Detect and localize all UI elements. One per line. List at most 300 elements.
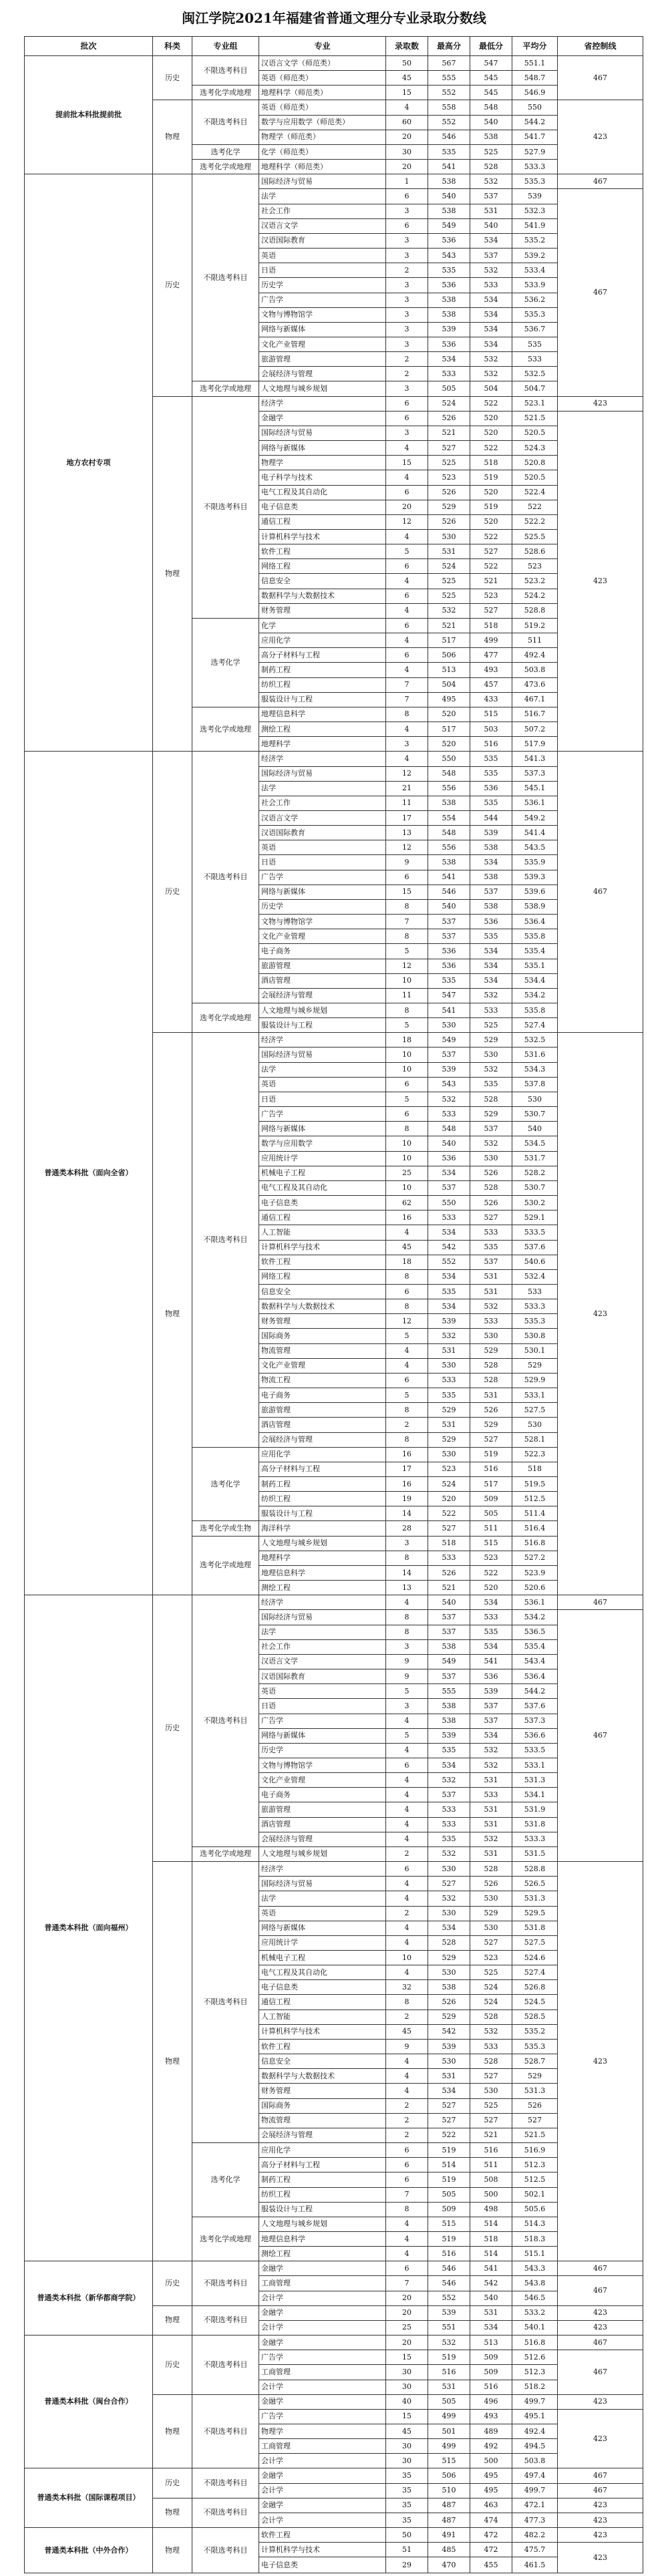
- cell-max-score: 530: [428, 1358, 470, 1373]
- cell-avg-score: 543.5: [512, 840, 558, 855]
- cell-min-score: 531: [470, 2305, 512, 2320]
- cell-min-score: 522: [470, 530, 512, 544]
- cell-major: 汉语言文学: [259, 218, 386, 233]
- cell-avg-score: 535.1: [512, 959, 558, 973]
- cell-major: 文化产业管理: [259, 929, 386, 944]
- cell-major: 汉语言文学: [259, 810, 386, 825]
- cell-min-score: 534: [470, 973, 512, 988]
- cell-avg-score: 537.8: [512, 1077, 558, 1092]
- cell-avg-score: 541.4: [512, 826, 558, 840]
- cell-major: 文物与博物馆学: [259, 915, 386, 929]
- cell-avg-score: 517.9: [512, 737, 558, 752]
- cell-max-score: 499: [428, 2439, 470, 2454]
- cell-max-score: 523: [428, 470, 470, 485]
- cell-admitted: 5: [386, 544, 428, 559]
- table-row: [25, 1595, 643, 1610]
- cell-max-score: 538: [428, 1699, 470, 1714]
- cell-admitted: 3: [386, 426, 428, 440]
- cell-min-score: 528: [470, 2009, 512, 2024]
- cell-avg-score: 536.2: [512, 293, 558, 307]
- cell-major: 人文地理与城乡规划: [259, 2217, 386, 2231]
- cell-avg-score: 530.7: [512, 1107, 558, 1122]
- cell-admitted: 6: [386, 396, 428, 411]
- cell-control-line: 423: [558, 100, 643, 174]
- cell-major: 会计学: [259, 2483, 386, 2498]
- cell-max-score: 534: [428, 1269, 470, 1284]
- cell-batch: 普通类本科批（新华都商学院）: [25, 2261, 153, 2336]
- cell-max-score: 534: [428, 1758, 470, 1772]
- cell-max-score: 531: [428, 1343, 470, 1358]
- cell-major-group: 选考化学: [192, 144, 259, 159]
- cell-major: 法学: [259, 1891, 386, 1906]
- cell-max-score: 542: [428, 1240, 470, 1255]
- cell-major: 软件工程: [259, 544, 386, 559]
- cell-avg-score: 530: [512, 1418, 558, 1432]
- cell-max-score: 516: [428, 2247, 470, 2261]
- cell-major: 高分子材料与工程: [259, 1462, 386, 1476]
- cell-avg-score: 530: [512, 1092, 558, 1106]
- cell-max-score: 534: [428, 2084, 470, 2098]
- cell-min-score: 537: [470, 1699, 512, 1714]
- cell-max-score: 548: [428, 1122, 470, 1136]
- cell-avg-score: 512.5: [512, 1492, 558, 1506]
- cell-max-score: 548: [428, 826, 470, 840]
- cell-major: 日语: [259, 855, 386, 870]
- cell-major-group: 选考化学: [192, 1447, 259, 1521]
- cell-admitted: 6: [386, 1758, 428, 1772]
- cell-max-score: 556: [428, 781, 470, 796]
- cell-admitted: 10: [386, 973, 428, 988]
- cell-max-score: 538: [428, 1714, 470, 1728]
- cell-admitted: 3: [386, 737, 428, 752]
- cell-admitted: 6: [386, 2261, 428, 2276]
- cell-min-score: 528: [470, 1358, 512, 1373]
- cell-control-line: 423: [558, 2543, 643, 2573]
- cell-avg-score: 536.7: [512, 322, 558, 337]
- cell-avg-score: 537.3: [512, 766, 558, 781]
- cell-avg-score: 535.8: [512, 1003, 558, 1018]
- cell-admitted: 9: [386, 1654, 428, 1669]
- cell-major: 信息安全: [259, 1284, 386, 1299]
- cell-batch: 提前批本科批提前批: [25, 56, 153, 174]
- cell-min-score: 542: [470, 2276, 512, 2291]
- cell-max-score: 542: [428, 2024, 470, 2039]
- cell-min-score: 516: [470, 2380, 512, 2394]
- cell-major-group: 不限选考科目: [192, 2305, 259, 2335]
- cell-min-score: 520: [470, 1581, 512, 1595]
- cell-batch: 地方农村专项: [25, 174, 153, 752]
- cell-admitted: 7: [386, 915, 428, 929]
- cell-admitted: 5: [386, 1092, 428, 1106]
- cell-major: 应用化学: [259, 2143, 386, 2158]
- cell-min-score: 527: [470, 2113, 512, 2128]
- cell-max-score: 538: [428, 204, 470, 218]
- cell-admitted: 6: [386, 1862, 428, 1877]
- cell-admitted: 18: [386, 1255, 428, 1269]
- cell-max-score: 530: [428, 1018, 470, 1033]
- cell-min-score: 537: [470, 1255, 512, 1269]
- cell-admitted: 4: [386, 1714, 428, 1728]
- cell-avg-score: 536.5: [512, 1625, 558, 1639]
- cell-admitted: 4: [386, 2054, 428, 2069]
- cell-admitted: 7: [386, 2276, 428, 2291]
- cell-max-score: 531: [428, 1418, 470, 1432]
- cell-admitted: 45: [386, 1240, 428, 1255]
- cell-min-score: 514: [470, 2247, 512, 2261]
- cell-avg-score: 535.3: [512, 174, 558, 189]
- cell-avg-score: 502.1: [512, 2187, 558, 2202]
- cell-max-score: 531: [428, 2069, 470, 2084]
- cell-avg-score: 528.8: [512, 1862, 558, 1877]
- cell-major: 国际商务: [259, 1329, 386, 1343]
- cell-avg-score: 546.5: [512, 2291, 558, 2305]
- cell-min-score: 525: [470, 1018, 512, 1033]
- cell-min-score: 522: [470, 441, 512, 456]
- cell-max-score: 499: [428, 2409, 470, 2424]
- cell-max-score: 549: [428, 1654, 470, 1669]
- cell-major: 工商管理: [259, 2276, 386, 2291]
- cell-avg-score: 467.1: [512, 692, 558, 707]
- cell-admitted: 4: [386, 1743, 428, 1758]
- cell-min-score: 521: [470, 2128, 512, 2142]
- cell-avg-score: 531.3: [512, 2084, 558, 2098]
- cell-max-score: 546: [428, 2261, 470, 2276]
- cell-admitted: 4: [386, 2217, 428, 2231]
- cell-min-score: 535: [470, 796, 512, 810]
- cell-min-score: 520: [470, 426, 512, 440]
- cell-min-score: 500: [470, 2187, 512, 2202]
- cell-control-line: 423: [558, 2513, 643, 2527]
- cell-min-score: 532: [470, 367, 512, 381]
- cell-batch: 普通类本科批（面向全省）: [25, 752, 153, 1595]
- cell-major: 旅游管理: [259, 352, 386, 367]
- cell-avg-score: 522.4: [512, 485, 558, 500]
- cell-avg-score: 524.6: [512, 1951, 558, 1965]
- cell-avg-score: 533.5: [512, 1743, 558, 1758]
- cell-control-line: 467: [558, 1610, 643, 1862]
- cell-max-score: 534: [428, 352, 470, 367]
- cell-admitted: 6: [386, 870, 428, 884]
- cell-admitted: 4: [386, 470, 428, 485]
- cell-major: 英语: [259, 1684, 386, 1699]
- cell-min-score: 509: [470, 2365, 512, 2380]
- cell-admitted: 10: [386, 1151, 428, 1166]
- cell-major: 地理科学（师范类）: [259, 160, 386, 174]
- cell-major: 数学与应用数学（师范类）: [259, 115, 386, 130]
- cell-min-score: 532: [470, 352, 512, 367]
- cell-admitted: 10: [386, 1136, 428, 1151]
- cell-major-group: 不限选考科目: [192, 2468, 259, 2498]
- cell-avg-score: 516.4: [512, 1521, 558, 1536]
- cell-admitted: 4: [386, 1891, 428, 1906]
- cell-admitted: 4: [386, 1802, 428, 1817]
- cell-max-score: 541: [428, 160, 470, 174]
- cell-max-score: 537: [428, 929, 470, 944]
- cell-admitted: 3: [386, 337, 428, 351]
- cell-min-score: 532: [470, 1832, 512, 1846]
- cell-admitted: 12: [386, 840, 428, 855]
- cell-avg-score: 533: [512, 1284, 558, 1299]
- cell-admitted: 8: [386, 929, 428, 944]
- cell-admitted: 6: [386, 618, 428, 633]
- cell-min-score: 533: [470, 1610, 512, 1625]
- cell-avg-score: 516.7: [512, 707, 558, 721]
- cell-major-group: 选考化学或地理: [192, 1003, 259, 1033]
- cell-control-line: 467: [558, 189, 643, 396]
- cell-admitted: 11: [386, 988, 428, 1003]
- cell-min-score: 498: [470, 2202, 512, 2217]
- cell-major: 电子商务: [259, 1388, 386, 1403]
- cell-admitted: 6: [386, 2143, 428, 2158]
- cell-avg-score: 520.5: [512, 470, 558, 485]
- cell-major-group: 不限选考科目: [192, 1033, 259, 1447]
- cell-category: 历史: [153, 56, 192, 100]
- cell-category: 历史: [153, 174, 192, 396]
- cell-max-score: 543: [428, 1077, 470, 1092]
- cell-min-score: 534: [470, 322, 512, 337]
- cell-major: 金融学: [259, 411, 386, 426]
- cell-avg-score: 533: [512, 352, 558, 367]
- cell-admitted: 4: [386, 2069, 428, 2084]
- cell-min-score: 504: [470, 381, 512, 396]
- cell-max-score: 538: [428, 293, 470, 307]
- cell-max-score: 555: [428, 1684, 470, 1699]
- cell-min-score: 534: [470, 307, 512, 322]
- cell-min-score: 531: [470, 1802, 512, 1817]
- cell-avg-score: 543.8: [512, 2276, 558, 2291]
- cell-max-score: 535: [428, 1832, 470, 1846]
- cell-max-score: 515: [428, 2217, 470, 2231]
- cell-min-score: 534: [470, 233, 512, 248]
- cell-avg-score: 527.5: [512, 1403, 558, 1418]
- cell-min-score: 535: [470, 766, 512, 781]
- cell-min-score: 493: [470, 2409, 512, 2424]
- cell-major: 历史学: [259, 1743, 386, 1758]
- cell-major: 文化产业管理: [259, 337, 386, 351]
- cell-major: 会展经济与管理: [259, 1432, 386, 1447]
- cell-category: 物理: [153, 100, 192, 174]
- cell-max-score: 540: [428, 899, 470, 914]
- cell-min-score: 509: [470, 2350, 512, 2365]
- cell-max-score: 552: [428, 86, 470, 100]
- cell-major: 社会工作: [259, 796, 386, 810]
- cell-major: 网络工程: [259, 559, 386, 574]
- cell-min-score: 534: [470, 2320, 512, 2335]
- cell-min-score: 499: [470, 633, 512, 648]
- cell-min-score: 518: [470, 618, 512, 633]
- cell-admitted: 13: [386, 1581, 428, 1595]
- cell-major: 信息安全: [259, 574, 386, 589]
- cell-min-score: 531: [470, 1846, 512, 1861]
- cell-major: 经济学: [259, 396, 386, 411]
- cell-major: 高分子材料与工程: [259, 648, 386, 663]
- cell-min-score: 535: [470, 752, 512, 766]
- cell-major: 经济学: [259, 1862, 386, 1877]
- cell-major: 物流管理: [259, 2113, 386, 2128]
- cell-major: 法学: [259, 1625, 386, 1639]
- cell-min-score: 520: [470, 485, 512, 500]
- cell-max-score: 532: [428, 1773, 470, 1788]
- cell-admitted: 6: [386, 648, 428, 663]
- cell-max-score: 510: [428, 2483, 470, 2498]
- cell-admitted: 10: [386, 1951, 428, 1965]
- cell-min-score: 541: [470, 1654, 512, 1669]
- cell-min-score: 533: [470, 1225, 512, 1240]
- cell-min-score: 526: [470, 1877, 512, 1891]
- cell-max-score: 547: [428, 988, 470, 1003]
- cell-min-score: 545: [470, 86, 512, 100]
- cell-max-score: 538: [428, 174, 470, 189]
- cell-admitted: 16: [386, 1477, 428, 1492]
- cell-major: 测绘工程: [259, 722, 386, 737]
- cell-category: 历史: [153, 2468, 192, 2498]
- cell-major: 人工智能: [259, 2009, 386, 2024]
- cell-max-score: 533: [428, 1373, 470, 1388]
- cell-avg-score: 526.8: [512, 1980, 558, 1995]
- cell-min-score: 528: [470, 2054, 512, 2069]
- cell-min-score: 527: [470, 603, 512, 618]
- cell-avg-score: 539: [512, 189, 558, 204]
- cell-min-score: 524: [470, 1995, 512, 2009]
- cell-admitted: 12: [386, 959, 428, 973]
- cell-admitted: 2: [386, 1418, 428, 1432]
- cell-major: 物理学: [259, 2424, 386, 2439]
- cell-avg-score: 473.6: [512, 677, 558, 692]
- cell-avg-score: 521.5: [512, 2128, 558, 2142]
- cell-avg-score: 533.3: [512, 1299, 558, 1314]
- cell-admitted: 10: [386, 1180, 428, 1195]
- cell-admitted: 12: [386, 1314, 428, 1329]
- cell-admitted: 12: [386, 766, 428, 781]
- cell-max-score: 551: [428, 2320, 470, 2335]
- cell-major: 电气工程及其自动化: [259, 1965, 386, 1980]
- cell-max-score: 522: [428, 2128, 470, 2142]
- cell-major-group: 不限选考科目: [192, 2336, 259, 2395]
- cell-max-score: 534: [428, 1166, 470, 1180]
- cell-avg-score: 521.5: [512, 411, 558, 426]
- cell-avg-score: 551.1: [512, 56, 558, 71]
- cell-max-score: 519: [428, 2350, 470, 2365]
- cell-max-score: 539: [428, 2305, 470, 2320]
- cell-admitted: 3: [386, 1699, 428, 1714]
- cell-major: 旅游管理: [259, 1802, 386, 1817]
- cell-admitted: 15: [386, 86, 428, 100]
- cell-admitted: 2: [386, 1906, 428, 1921]
- cell-min-score: 527: [470, 2069, 512, 2084]
- cell-max-score: 529: [428, 2009, 470, 2024]
- cell-avg-score: 549.2: [512, 810, 558, 825]
- header-min-score: 最低分: [470, 37, 512, 56]
- cell-avg-score: 504.7: [512, 381, 558, 396]
- cell-admitted: 8: [386, 707, 428, 721]
- cell-avg-score: 531.9: [512, 1802, 558, 1817]
- cell-avg-score: 527.9: [512, 144, 558, 159]
- cell-max-score: 495: [428, 692, 470, 707]
- cell-major: 机械电子工程: [259, 1166, 386, 1180]
- cell-major-group: 选考化学或地理: [192, 1536, 259, 1595]
- cell-max-score: 535: [428, 1743, 470, 1758]
- cell-admitted: 3: [386, 293, 428, 307]
- cell-min-score: 530: [470, 1048, 512, 1062]
- cell-min-score: 530: [470, 1151, 512, 1166]
- cell-min-score: 520: [470, 514, 512, 529]
- cell-admitted: 35: [386, 2498, 428, 2513]
- cell-admitted: 6: [386, 2172, 428, 2187]
- cell-major: 数据科学与大数据技术: [259, 1299, 386, 1314]
- cell-admitted: 25: [386, 2320, 428, 2335]
- cell-max-score: 540: [428, 1595, 470, 1610]
- cell-major: 社会工作: [259, 204, 386, 218]
- admission-score-table: [24, 36, 643, 2573]
- cell-major: 汉语国际教育: [259, 1669, 386, 1684]
- cell-avg-score: 507.2: [512, 722, 558, 737]
- cell-max-score: 531: [428, 2380, 470, 2394]
- cell-min-score: 533: [470, 278, 512, 293]
- cell-avg-score: 497.4: [512, 2468, 558, 2483]
- cell-avg-score: 536.4: [512, 1669, 558, 1684]
- cell-major: 网络与新媒体: [259, 1921, 386, 1935]
- cell-avg-score: 527.4: [512, 1965, 558, 1980]
- cell-avg-score: 535: [512, 337, 558, 351]
- cell-admitted: 40: [386, 2394, 428, 2409]
- cell-avg-score: 528.8: [512, 603, 558, 618]
- cell-category: 物理: [153, 2498, 192, 2527]
- cell-min-score: 492: [470, 2439, 512, 2454]
- cell-major: 计算机科学与技术: [259, 2024, 386, 2039]
- cell-admitted: 19: [386, 1492, 428, 1506]
- cell-avg-score: 495.1: [512, 2409, 558, 2424]
- cell-major: 国际经济与贸易: [259, 766, 386, 781]
- cell-max-score: 527: [428, 441, 470, 456]
- cell-max-score: 535: [428, 144, 470, 159]
- cell-avg-score: 530.8: [512, 1329, 558, 1343]
- cell-max-score: 521: [428, 426, 470, 440]
- cell-max-score: 538: [428, 855, 470, 870]
- cell-max-score: 539: [428, 2039, 470, 2054]
- cell-max-score: 532: [428, 1891, 470, 1906]
- cell-avg-score: 525.5: [512, 530, 558, 544]
- cell-admitted: 6: [386, 411, 428, 426]
- cell-avg-score: 520.6: [512, 1581, 558, 1595]
- cell-min-score: 540: [470, 115, 512, 130]
- cell-min-score: 533: [470, 2039, 512, 2054]
- cell-major: 人文地理与城乡规划: [259, 1846, 386, 1861]
- cell-avg-score: 529.9: [512, 1373, 558, 1388]
- cell-admitted: 4: [386, 722, 428, 737]
- cell-max-score: 487: [428, 2513, 470, 2527]
- cell-admitted: 20: [386, 2336, 428, 2350]
- cell-control-line: 423: [558, 2528, 643, 2543]
- cell-avg-score: 535.3: [512, 307, 558, 322]
- cell-major: 广告学: [259, 2409, 386, 2424]
- cell-max-score: 533: [428, 367, 470, 381]
- cell-major: 广告学: [259, 870, 386, 884]
- cell-max-score: 552: [428, 1255, 470, 1269]
- cell-major: 文物与博物馆学: [259, 1758, 386, 1772]
- cell-min-score: 472: [470, 2528, 512, 2543]
- cell-admitted: 6: [386, 2158, 428, 2172]
- cell-admitted: 4: [386, 633, 428, 648]
- cell-max-score: 567: [428, 56, 470, 71]
- cell-major: 物理学（师范类）: [259, 130, 386, 144]
- cell-major: 物理学: [259, 456, 386, 470]
- cell-admitted: 4: [386, 1965, 428, 1980]
- cell-major: 社会工作: [259, 1639, 386, 1654]
- cell-avg-score: 533.3: [512, 1832, 558, 1846]
- cell-min-score: 529: [470, 1418, 512, 1432]
- cell-min-score: 530: [470, 1329, 512, 1343]
- cell-major-group: 不限选考科目: [192, 2261, 259, 2305]
